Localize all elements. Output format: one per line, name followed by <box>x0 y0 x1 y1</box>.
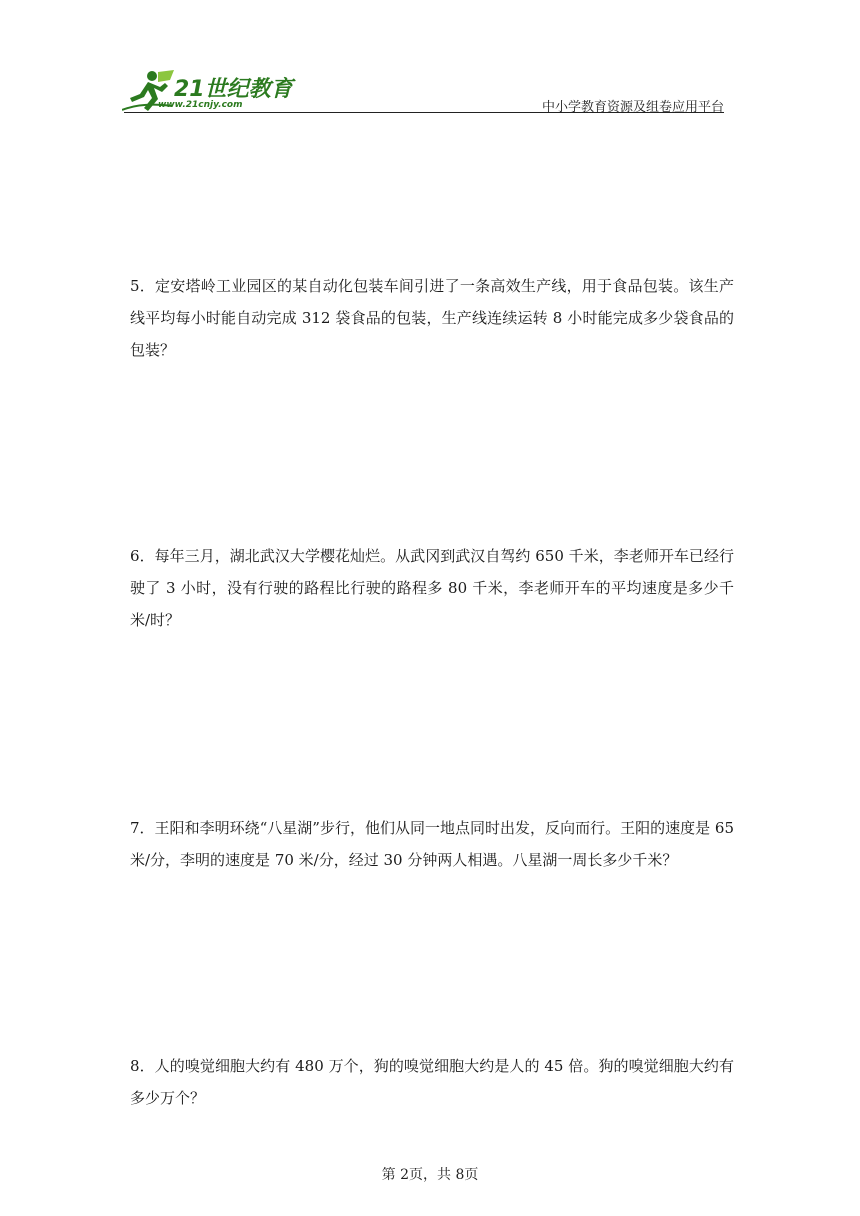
question-6: 6．每年三月，湖北武汉大学樱花灿烂。从武冈到武汉自驾约 650 千米，李老师开车已经行驶了 3 小时，没有行驶的路程比行驶的路程多 80 千米，李老师开车的平均速度是多少千米/时？ <box>130 547 734 629</box>
logo-url: www.21cnjy.com <box>158 100 243 110</box>
platform-name: 中小学教育资源及组卷应用平台 <box>541 100 724 115</box>
question-7: 7．王阳和李明环绕“八星湖”步行，他们从同一地点同时出发，反向而行。王阳的速度是 65 米/分，李明的速度是 70 米/分，经过 30 分钟两人相遇。八星湖一周长多少千米？ <box>130 819 734 869</box>
header-divider <box>124 112 724 113</box>
logo <box>122 68 292 114</box>
page-footer: 第 2页，共 8页 <box>381 1167 479 1183</box>
logo-text: 21世纪教育 <box>174 77 293 102</box>
page-header <box>0 0 860 120</box>
question-5: 5．定安塔岭工业园区的某自动化包装车间引进了一条高效生产线，用于食品包装。该生产线平均每小时能自动完成 312 袋食品的包装，生产线连续运转 8 小时能完成多少袋食品的包装？ <box>130 277 734 359</box>
question-8: 8．人的嗅觉细胞大约有 480 万个，狗的嗅觉细胞大约是人的 45 倍。狗的嗅觉细胞大约有多少万个？ <box>130 1057 734 1107</box>
